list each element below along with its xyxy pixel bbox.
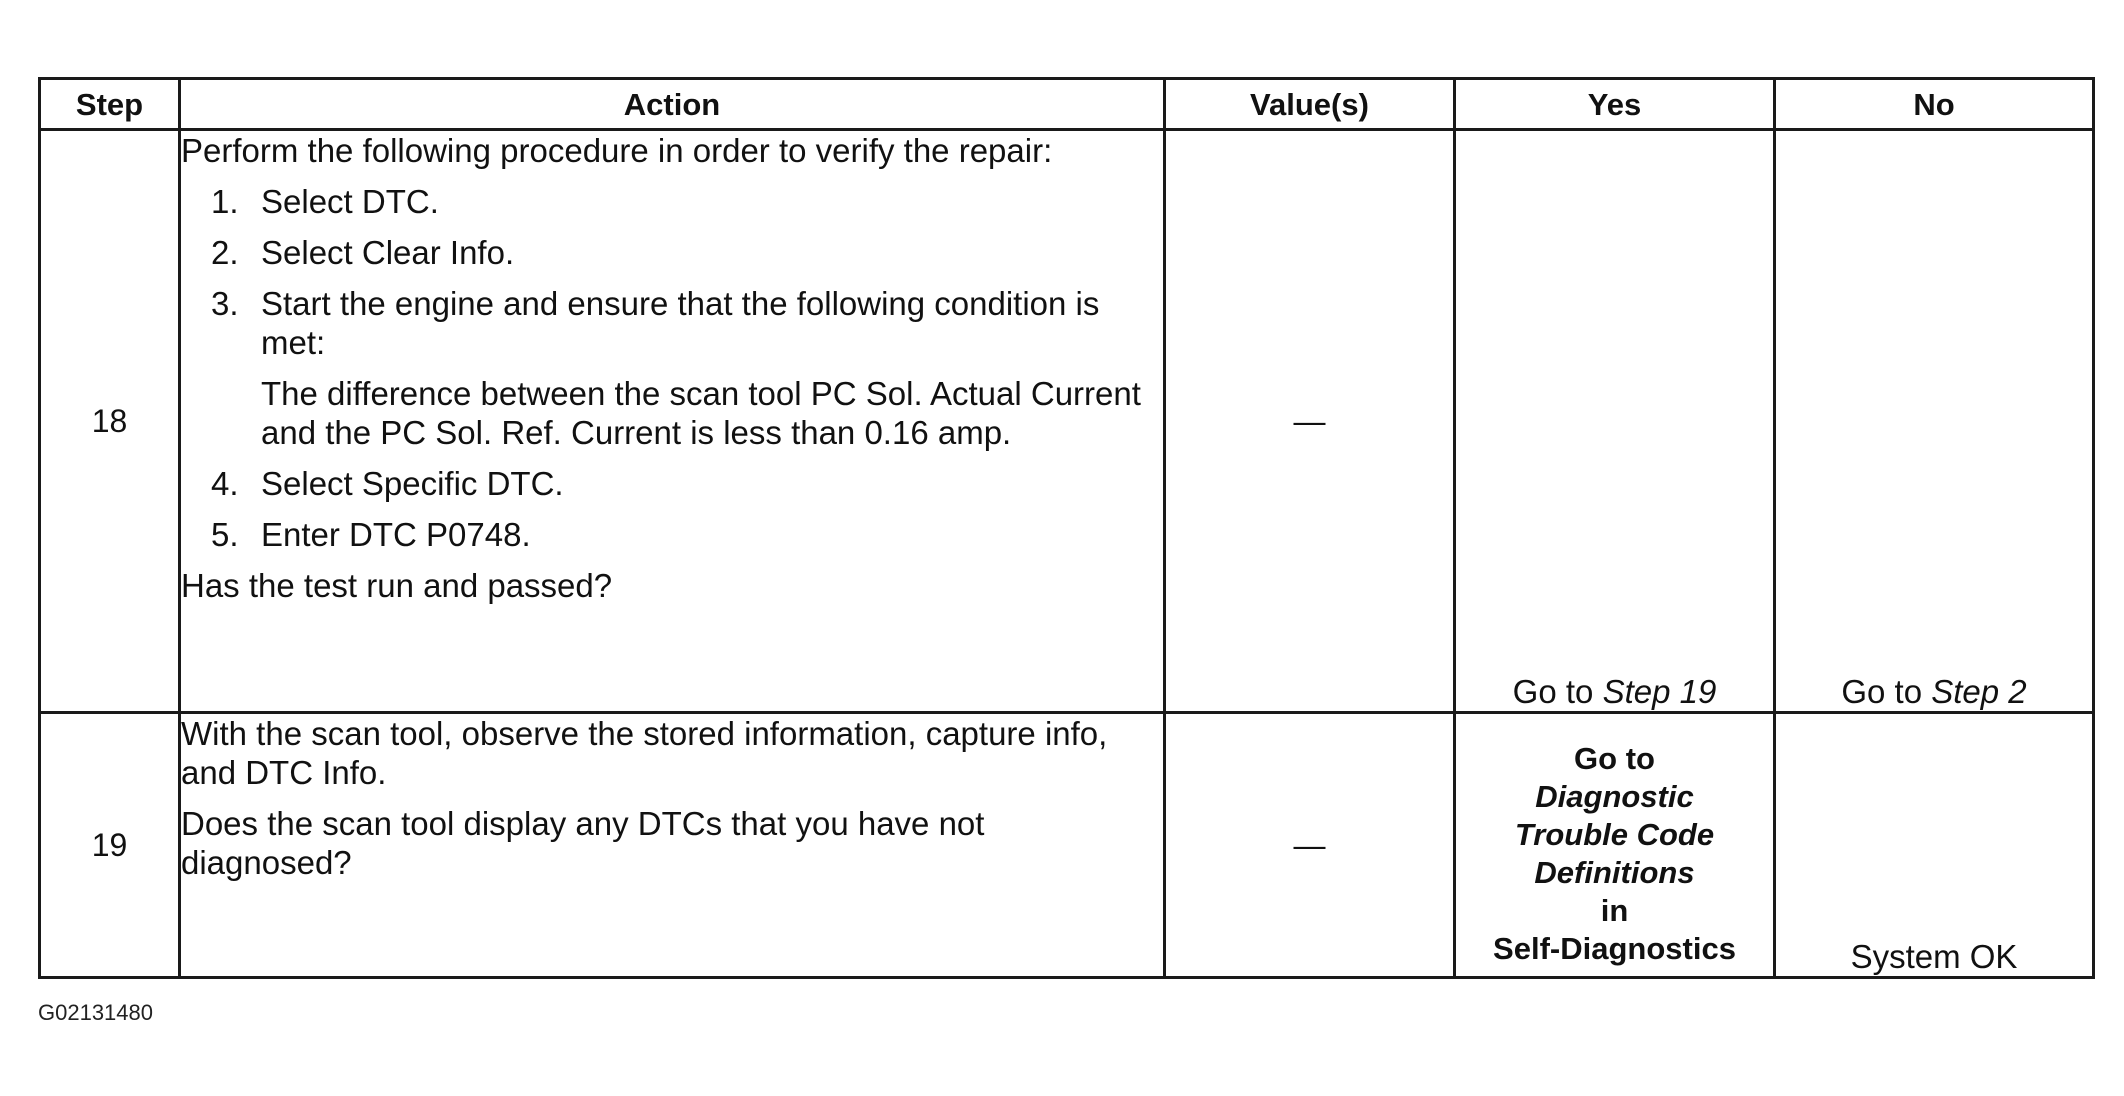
no-cell: System OK <box>1775 713 2094 978</box>
list-item-number: 3. <box>211 285 239 322</box>
yes-line: in <box>1600 893 1629 928</box>
list-item-number: 5. <box>211 516 239 553</box>
list-item-text: Select Specific DTC. <box>261 465 564 502</box>
figure-id: G02131480 <box>38 1000 153 1025</box>
list-item-number: 1. <box>211 183 239 220</box>
list-item <box>181 284 1163 362</box>
header-step: Step <box>40 79 180 130</box>
diagnostic-table <box>38 77 2095 979</box>
table-row-step-18 <box>40 130 2094 713</box>
no-prefix: Go to <box>1841 673 1932 710</box>
action-cell <box>180 130 1165 713</box>
action-question: Does the scan tool display any DTCs that you have not diagnosed? <box>181 805 985 881</box>
yes-link-line[interactable]: Definitions <box>1534 855 1695 890</box>
list-item-text: Enter DTC P0748. <box>261 516 531 553</box>
list-item <box>181 515 1163 554</box>
list-item <box>181 182 1163 221</box>
value-cell: — <box>1165 130 1455 713</box>
list-item-text: Select DTC. <box>261 183 439 220</box>
yes-cell <box>1455 130 1775 713</box>
yes-line: Go to <box>1574 741 1655 776</box>
yes-step-link[interactable]: Step 19 <box>1602 673 1717 710</box>
yes-line: Self-Diagnostics <box>1493 931 1736 966</box>
list-item-number: 4. <box>211 465 239 502</box>
list-item-text: Select Clear Info. <box>261 234 515 271</box>
procedure-list <box>181 182 1163 554</box>
header-row <box>40 79 2094 130</box>
action-cell <box>180 713 1165 978</box>
list-item-text: Start the engine and ensure that the following condition is met: <box>261 285 1100 361</box>
header-values: Value(s) <box>1165 79 1455 130</box>
yes-link-line[interactable]: Trouble Code <box>1514 817 1715 852</box>
step-number: 19 <box>40 713 180 978</box>
action-intro: Perform the following procedure in order to verify the repair: <box>181 132 1053 169</box>
yes-prefix: Go to <box>1512 673 1603 710</box>
header-no: No <box>1775 79 2094 130</box>
action-intro: With the scan tool, observe the stored information, capture info, and DTC Info. <box>181 715 1108 791</box>
list-item <box>181 464 1163 503</box>
yes-cell <box>1455 713 1775 978</box>
yes-link-line[interactable]: Diagnostic <box>1535 779 1694 814</box>
step-number: 18 <box>40 130 180 713</box>
header-action: Action <box>180 79 1165 130</box>
table-row-step-19 <box>40 713 2094 978</box>
no-cell <box>1775 130 2094 713</box>
list-item <box>181 233 1163 272</box>
condition-text: The difference between the scan tool PC Sol. Actual Current and the PC Sol. Ref. Current is less than 0.16 amp. <box>261 375 1141 451</box>
no-step-link[interactable]: Step 2 <box>1931 673 2027 710</box>
list-item-number: 2. <box>211 234 239 271</box>
action-question: Has the test run and passed? <box>181 567 613 604</box>
value-cell: — <box>1165 713 1455 978</box>
header-yes: Yes <box>1455 79 1775 130</box>
